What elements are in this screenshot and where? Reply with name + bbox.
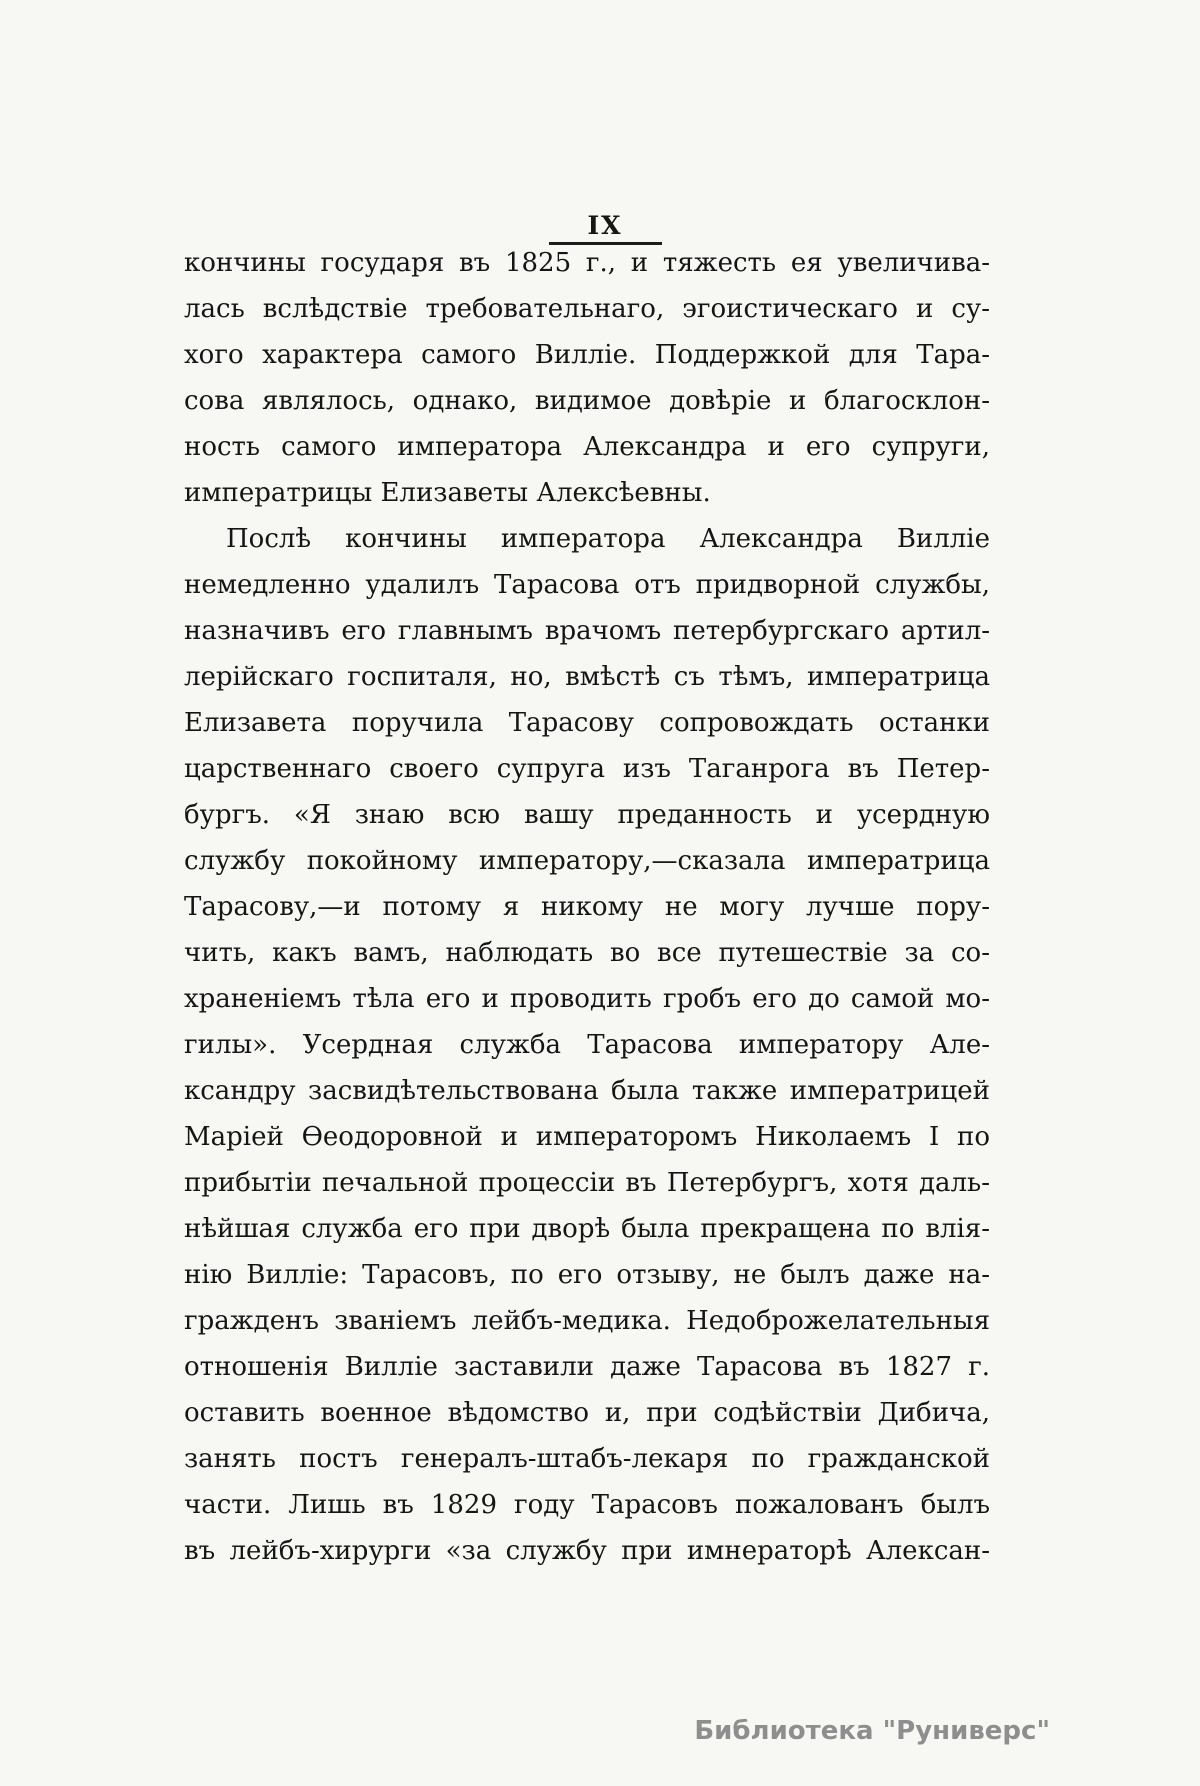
paragraph-1	[184, 240, 990, 516]
text-line: немедленно удалилъ Тарасова отъ придворной службы,	[184, 570, 990, 600]
library-watermark: Библиотека "Руниверс"	[694, 1716, 1050, 1746]
text-line: кончины государя въ 1825 г., и тяжесть ея увеличива-	[184, 248, 990, 278]
text-line: сова являлось, однако, видимое довѣріе и благосклон-	[184, 386, 990, 416]
text-line: прибытіи печальной процессіи въ Петербургъ, хотя даль-	[184, 1168, 990, 1198]
text-line: Тарасову,—и потому я никому не могу лучше пору-	[184, 892, 990, 922]
text-line: чить, какъ вамъ, наблюдать во все путешествіе за со-	[184, 938, 990, 968]
text-line: назначивъ его главнымъ врачомъ петербургскаго артил-	[184, 616, 990, 646]
text-line: отношенія Вилліе заставили даже Тарасова въ 1827 г.	[184, 1352, 990, 1382]
text-line: оставить военное вѣдомство и, при содѣйствіи Дибича,	[184, 1398, 990, 1428]
text-line: бургъ. «Я знаю всю вашу преданность и усердную	[184, 800, 990, 830]
text-line: Маріей Ѳеодоровной и императоромъ Николаемъ I по	[184, 1122, 990, 1152]
text-line: гражденъ званіемъ лейбъ-медика. Недоброжелательныя	[184, 1306, 990, 1336]
text-line: нію Вилліе: Тарасовъ, по его отзыву, не былъ даже на-	[184, 1260, 990, 1290]
text-line: Послѣ кончины императора Александра Вилліе	[226, 524, 990, 554]
text-line: ксандру засвидѣтельствована была также императрицей	[184, 1076, 990, 1106]
text-line: Елизавета поручила Тарасову сопровождать останки	[184, 708, 990, 738]
text-line: хого характера самого Вилліе. Поддержкой для Тара-	[184, 340, 990, 370]
text-line: занять постъ генералъ-штабъ-лекаря по гражданской	[184, 1444, 990, 1474]
paragraph-2	[184, 516, 990, 1574]
text-line: царственнаго своего супруга изъ Таганрога въ Петер-	[184, 754, 990, 784]
text-line: храненіемъ тѣла его и проводить гробъ его до самой мо-	[184, 984, 990, 1014]
text-line: службу покойному императору,—сказала императрица	[184, 846, 990, 876]
text-line: части. Лишь въ 1829 году Тарасовъ пожалованъ былъ	[184, 1490, 990, 1520]
text-line: императрицы Елизаветы Алексѣевны.	[184, 478, 711, 508]
text-line: лерійскаго госпиталя, но, вмѣстѣ съ тѣмъ, императрица	[184, 662, 990, 692]
text-line: нѣйшая служба его при дворѣ была прекращена по влія-	[184, 1214, 990, 1244]
text-line: лась вслѣдствіе требовательнаго, эгоистическаго и су-	[184, 294, 990, 324]
text-line: гилы». Усердная служба Тарасова императору Але-	[184, 1030, 990, 1060]
page-text	[184, 240, 990, 1574]
text-line: ность самого императора Александра и его супруги,	[184, 432, 990, 462]
page-number: IX	[587, 211, 623, 240]
text-line: въ лейбъ-хирурги «за службу при имнераторѣ Алексан-	[184, 1536, 990, 1566]
